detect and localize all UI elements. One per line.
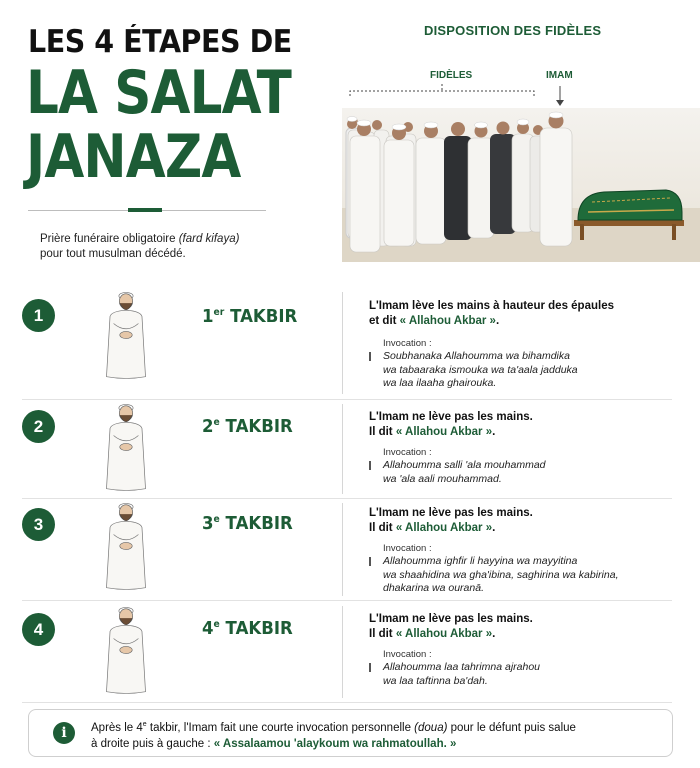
step-number: 4 <box>22 613 55 646</box>
worshipper-illustration <box>94 499 158 593</box>
invocation-text: Soubhanaka Allahoumma wa bihamdika wa tabaaraka ismouka wa ta'aala jadduka wa laa ilaaha ghairouka. <box>383 350 578 389</box>
step-number: 1 <box>22 299 55 332</box>
takbir-title: 3e TAKBIR <box>202 513 293 534</box>
row-separator <box>22 702 672 703</box>
title-line-3: JANAZA <box>26 122 241 192</box>
worshipper-illustration <box>94 400 158 494</box>
takbir-title: 4e TAKBIR <box>202 618 293 639</box>
column-divider <box>342 606 343 698</box>
label-imam: IMAM <box>546 70 573 81</box>
column-divider <box>342 292 343 394</box>
info-icon: i <box>53 722 75 744</box>
takbir-title: 2e TAKBIR <box>202 416 293 437</box>
subtitle-text: Prière funéraire obligatoire <box>40 233 179 245</box>
invocation-bar <box>369 557 371 566</box>
subtitle-italic: (fard kifaya) <box>178 233 240 245</box>
title-divider-accent <box>128 208 162 212</box>
worshipper-illustration <box>94 288 158 382</box>
congregation-photo <box>342 108 700 262</box>
step-description: L'Imam ne lève pas les mains. Il dit « Allahou Akbar ». <box>369 613 533 640</box>
invocation-text: Allahoumma ighfir li hayyina wa mayyitina wa shaahidina wa gha'ibina, saghirina wa kabirina, dhakarina wa ouranā. <box>383 555 619 594</box>
step-description: L'Imam ne lève pas les mains. Il dit « Allahou Akbar ». <box>369 507 533 534</box>
subtitle-text-2: pour tout musulman décédé. <box>40 248 186 260</box>
step-number: 3 <box>22 508 55 541</box>
invocation-bar <box>369 663 371 672</box>
invocation-text: Allahoumma laa tahrimna ajrahou wa laa taftinna ba'dah. <box>383 661 541 687</box>
worshipper-illustration <box>94 603 158 697</box>
subtitle <box>40 232 280 262</box>
invocation-label: Invocation : <box>383 447 432 458</box>
column-divider <box>342 503 343 596</box>
step-description: L'Imam lève les mains à hauteur des épaules et dit « Allahou Akbar ». <box>369 300 614 327</box>
title-line-1: LES 4 ÉTAPES DE <box>28 24 292 60</box>
step-description: L'Imam ne lève pas les mains. Il dit « Allahou Akbar ». <box>369 411 533 438</box>
step-number: 2 <box>22 410 55 443</box>
row-separator <box>22 600 672 601</box>
footer-note <box>28 709 673 757</box>
invocation-text: Allahoumma salli 'ala mouhammad wa 'ala aali mouhammad. <box>383 459 546 485</box>
label-fideles: FIDÈLES <box>430 70 473 81</box>
disposition-title: DISPOSITION DES FIDÈLES <box>424 23 602 38</box>
invocation-bar <box>369 352 371 361</box>
invocation-bar <box>369 461 371 470</box>
invocation-label: Invocation : <box>383 543 432 554</box>
title-line-2: LA SALAT <box>26 58 292 128</box>
takbir-title: 1er TAKBIR <box>202 306 298 327</box>
footer-text: Après le 4e takbir, l'Imam fait une courte invocation personnelle (doua) pour le défunt puis salue à droite puis à gauche : « Assalaamou 'alaykoum wa rahmatoullah. » <box>91 721 576 750</box>
column-divider <box>342 404 343 494</box>
invocation-label: Invocation : <box>383 649 432 660</box>
invocation-label: Invocation : <box>383 338 432 349</box>
